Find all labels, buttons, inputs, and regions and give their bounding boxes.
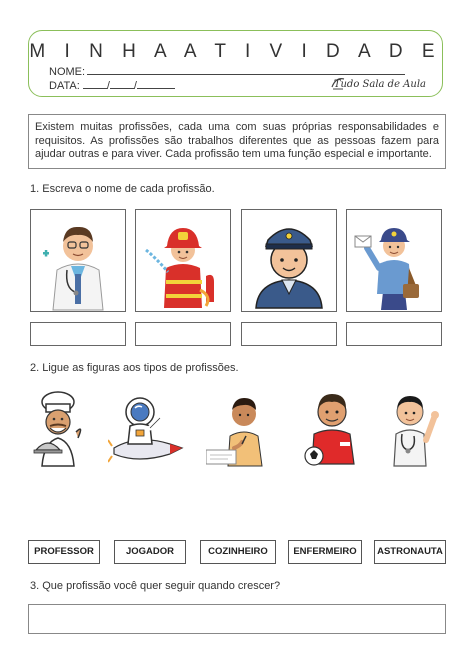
answer-box-1[interactable] [30, 322, 126, 346]
name-input-line[interactable] [87, 65, 405, 75]
question-1: 1. Escreva o nome de cada profissão. [30, 183, 215, 195]
date-label: DATA: [49, 80, 80, 92]
date-field-row [49, 79, 175, 92]
firefighter-icon [136, 210, 230, 311]
name-label: NOME: [49, 66, 86, 78]
answer-box-career[interactable] [28, 604, 446, 634]
doctor-icon [31, 210, 125, 311]
soccer-player-icon [300, 388, 364, 468]
brand-logo: Tudo Sala de Aula [333, 79, 426, 90]
label-cozinheiro[interactable]: COZINHEIRO [200, 540, 276, 564]
picture-box-firefighter [135, 209, 231, 312]
figure-teacher[interactable] [206, 388, 276, 468]
date-separator: / [106, 80, 110, 92]
picture-box-police-officer [241, 209, 337, 312]
figure-soccer-player[interactable] [300, 388, 364, 468]
label-professor[interactable]: PROFESSOR [28, 540, 100, 564]
answer-box-4[interactable] [346, 322, 442, 346]
question-3: 3. Que profissão você quer seguir quando crescer? [30, 580, 281, 592]
label-jogador[interactable]: JOGADOR [114, 540, 186, 564]
figure-nurse[interactable] [380, 388, 450, 468]
mail-carrier-icon [347, 210, 441, 311]
label-astronauta[interactable]: ASTRONAUTA [374, 540, 446, 564]
police-officer-icon [242, 210, 336, 311]
figure-chef[interactable] [26, 388, 90, 468]
nurse-icon [380, 388, 450, 468]
astronaut-icon [108, 388, 186, 468]
page-title: M I N H A A T I V I D A D E [29, 41, 442, 62]
picture-box-doctor [30, 209, 126, 312]
intro-text: Existem muitas profissões, cada uma com suas próprias responsabilidades e requisitos. As profissões são trabalhos diferentes que as pessoas fazem para ajudar outras e para viver. Cada profissão tem uma função especial e importante. [35, 121, 439, 160]
date-month-line[interactable] [110, 79, 134, 89]
answer-box-3[interactable] [241, 322, 337, 346]
label-enfermeiro[interactable]: ENFERMEIRO [288, 540, 362, 564]
date-separator: / [133, 80, 137, 92]
picture-box-mail-carrier [346, 209, 442, 312]
date-year-line[interactable] [137, 79, 175, 89]
teacher-icon [206, 388, 276, 468]
chef-icon [26, 388, 90, 468]
date-day-line[interactable] [83, 79, 107, 89]
header-box [28, 30, 443, 97]
figure-astronaut[interactable] [108, 388, 186, 468]
question-2: 2. Ligue as figuras aos tipos de profissões. [30, 362, 239, 374]
answer-box-2[interactable] [135, 322, 231, 346]
intro-text-box [28, 114, 446, 169]
name-field-row [49, 65, 405, 78]
